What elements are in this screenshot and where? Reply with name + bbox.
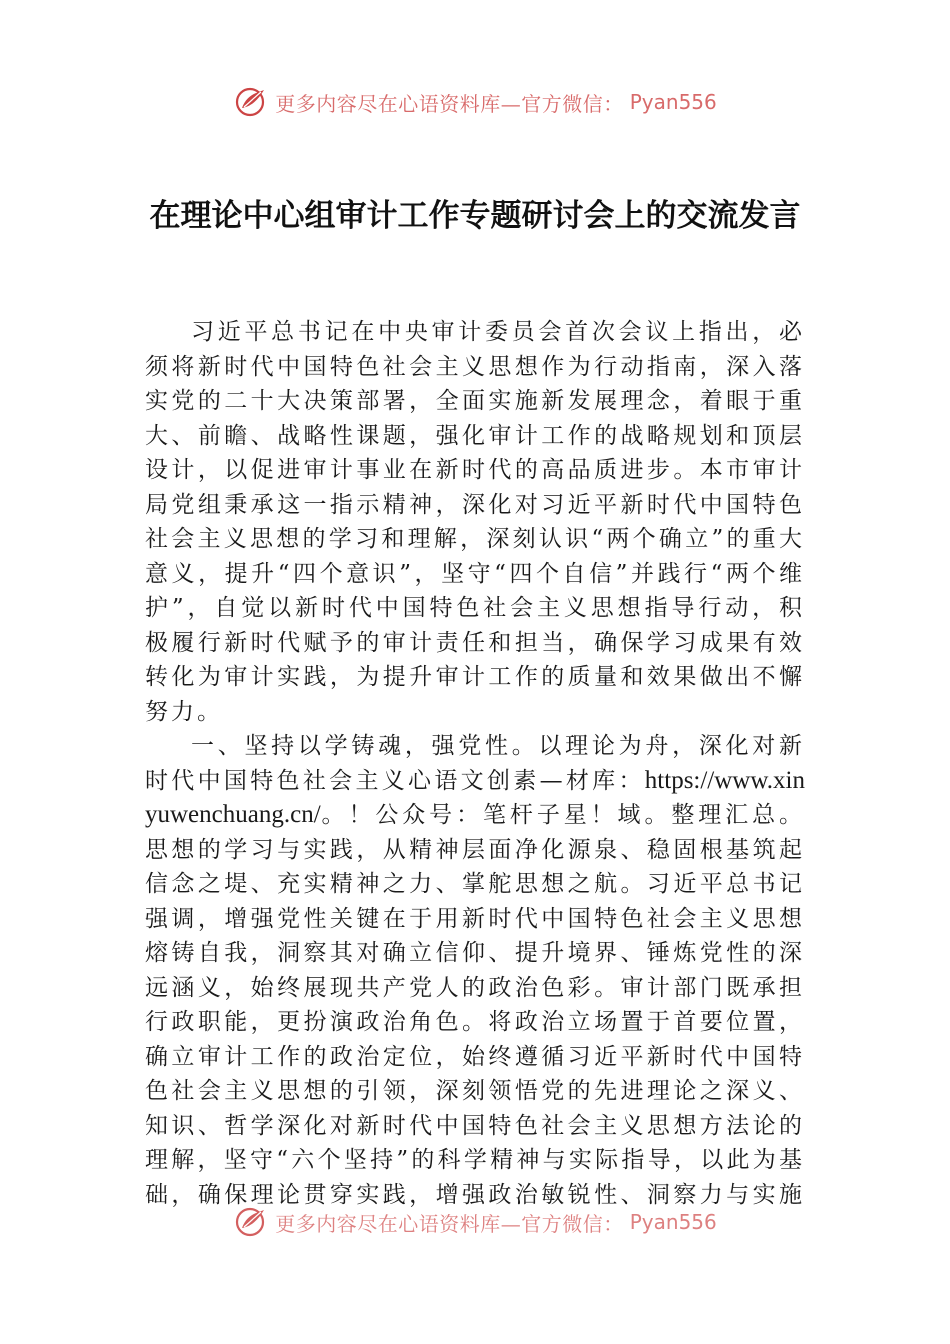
watermark-footer bbox=[0, 1200, 950, 1244]
paragraph-section-1-text-a: 一、坚持以学铸魂，强党性。以理论为舟，深化对新时代中国特色社会主义心语文创素—材库： bbox=[145, 733, 805, 794]
watermark-text: 更多内容尽在心语资料库—官方微信： bbox=[275, 91, 624, 116]
document-title: 在理论中心组审计工作专题研讨会上的交流发言 bbox=[149, 198, 801, 234]
paragraph-intro: 习近平总书记在中央审计委员会首次会议上指出，必须将新时代中国特色社会主义思想作为行动指南，深入落实党的二十大决策部署，全面实施新发展理念，着眼于重大、前瞻、战略性课题，强化审计工作的战略规划和顶层设计，以促进审计事业在新时代的高品质进步。本市审计局党组秉承这一指示精神，深化对习近平新时代中国特色社会主义思想的学习和理解，深刻认识“两个确立”的重大意义，提升“四个意识”，坚守“四个自信”并践行“两个维护”，自觉以新时代中国特色社会主义思想指导行动，积极履行新时代赋予的审计责任和担当，确保学习成果有效转化为审计实践，为提升审计工作的质量和效果做出不懈努力。 bbox=[145, 319, 805, 725]
website-link[interactable]: https://www.xinyuwenchuang.cn/ bbox=[145, 766, 805, 828]
paragraph-section-1-text-b: 。！公众号：笔杆子星！域。整理汇总。思想的学习与实践，从精神层面净化源泉、稳固根基筑起信念之堤、充实精神之力、掌舵思想之航。习近平总书记强调，增强党性关键在于用新时代中国特色社会主义思想熔铸自我，洞察其对确立信仰、提升境界、锤炼党性的深远涵义，始终展现共产党人的政治色彩。审计部门既承担行政职能，更扮演政治角色。将政治立场置于首要位置，确立审计工作的政治定位，始终遵循习近平新时代中国特色社会主义思想的引领，深刻领悟党的先进理论之深义、知识、哲学深化对新时代中国特色社会主义思想方法论的理解，坚守“六个坚持”的科学精神与实际指导，以此为基础，确保理论贯穿实践，增强政治敏锐性、洞察力与实施 bbox=[145, 802, 805, 1208]
document-body bbox=[145, 315, 805, 1215]
leaf-logo-icon bbox=[233, 1204, 269, 1240]
watermark-wechat-id: Pyan556 bbox=[629, 90, 717, 114]
watermark-header bbox=[0, 80, 950, 124]
paragraph-section-1 bbox=[145, 729, 805, 1215]
watermark-wechat-id: Pyan556 bbox=[629, 1210, 717, 1234]
leaf-logo-icon bbox=[233, 84, 269, 120]
watermark-text: 更多内容尽在心语资料库—官方微信： bbox=[275, 1211, 624, 1236]
